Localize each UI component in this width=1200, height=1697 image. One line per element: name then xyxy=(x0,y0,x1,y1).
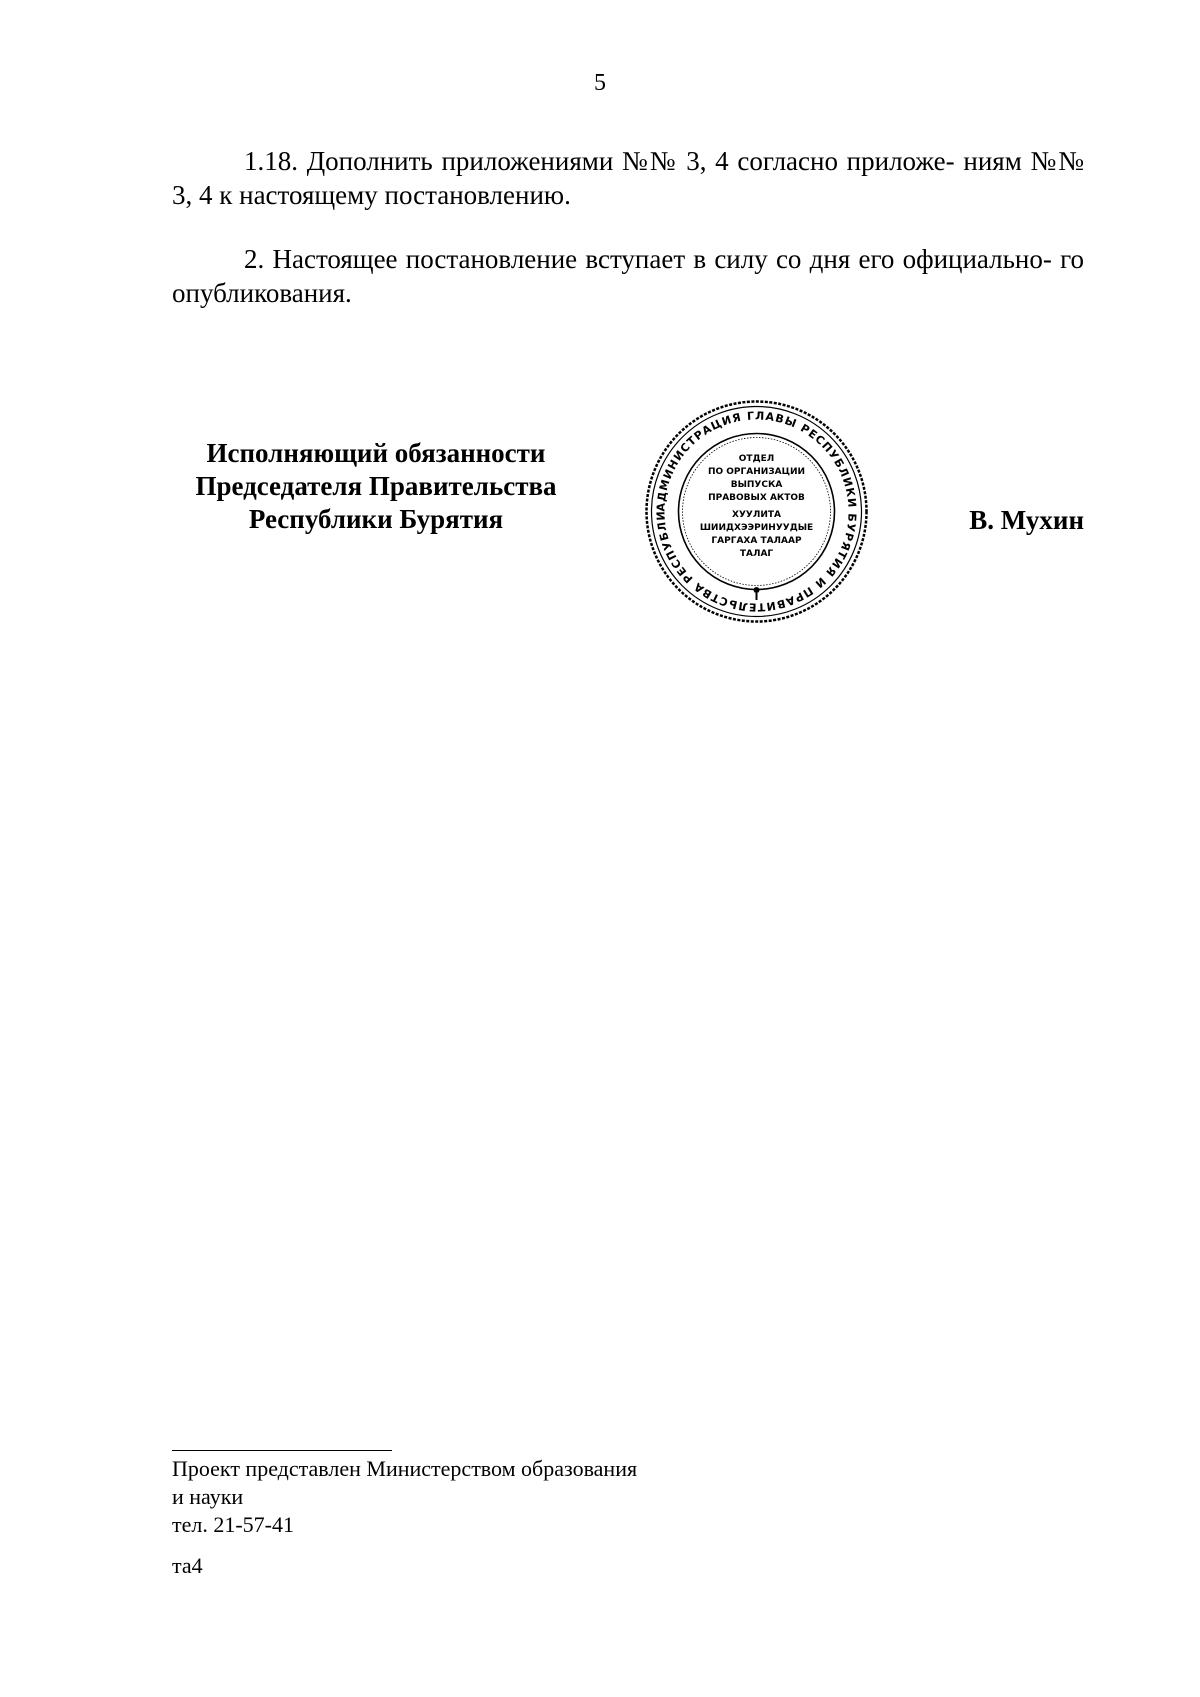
seal-line-6: ШИИДХЭЭРИНУУДЫЕ xyxy=(699,523,814,533)
seal-line-3: ВЫПУСКА xyxy=(730,480,783,490)
footnote-line-2: и науки xyxy=(172,1484,244,1509)
seal-line-8: ТАЛАГ xyxy=(739,549,774,559)
seal-line-5: ХУУЛИТА xyxy=(732,510,781,520)
official-seal xyxy=(639,395,874,628)
seal-line-1: ОТДЕЛ xyxy=(738,454,775,464)
seal-line-2: ПО ОРГАНИЗАЦИИ xyxy=(707,467,806,477)
seal-line-4: ПРАВОВЫХ АКТОВ xyxy=(708,493,805,503)
paragraph-1-18: 1.18. Дополнить приложениями №№ 3, 4 согласно приложе- ниям №№ 3, 4 к настоящему постановлению. xyxy=(172,146,1084,210)
signature-title xyxy=(176,437,576,536)
svg-text:АДМИНИСТРАЦИЯ ГЛАВЫ РЕСПУБЛИКИ xyxy=(639,395,859,614)
signature-title-line-3: Республики Бурятия xyxy=(248,504,504,534)
page-number: 5 xyxy=(594,70,606,96)
footnote-line-1: Проект представлен Министерством образования xyxy=(172,1456,638,1481)
signature-title-line-2: Председателя Правительства xyxy=(195,471,557,501)
footnote-line-3: тел. 21-57-41 xyxy=(172,1512,295,1537)
seal-ring-text: АДМИНИСТРАЦИЯ ГЛАВЫ РЕСПУБЛИКИ БУРЯТИЯ И ПРАВИТЕЛЬСТВА РЕСПУБЛИ xyxy=(654,409,859,614)
seal-line-7: ГАРГАХА ТАЛААР xyxy=(711,536,802,546)
signer-name: В. Мухин xyxy=(969,505,1084,535)
paragraph-2: 2. Настоящее постановление вступает в силу со дня его официально- го опубликования. xyxy=(172,244,1084,308)
reference-code: та4 xyxy=(172,1553,203,1578)
signature-title-line-1: Исполняющий обязанности xyxy=(206,438,546,468)
footnote xyxy=(172,1455,872,1539)
footnote-divider xyxy=(172,1450,392,1451)
seal-icon xyxy=(639,395,874,628)
seal-emblem-icon xyxy=(754,587,760,600)
